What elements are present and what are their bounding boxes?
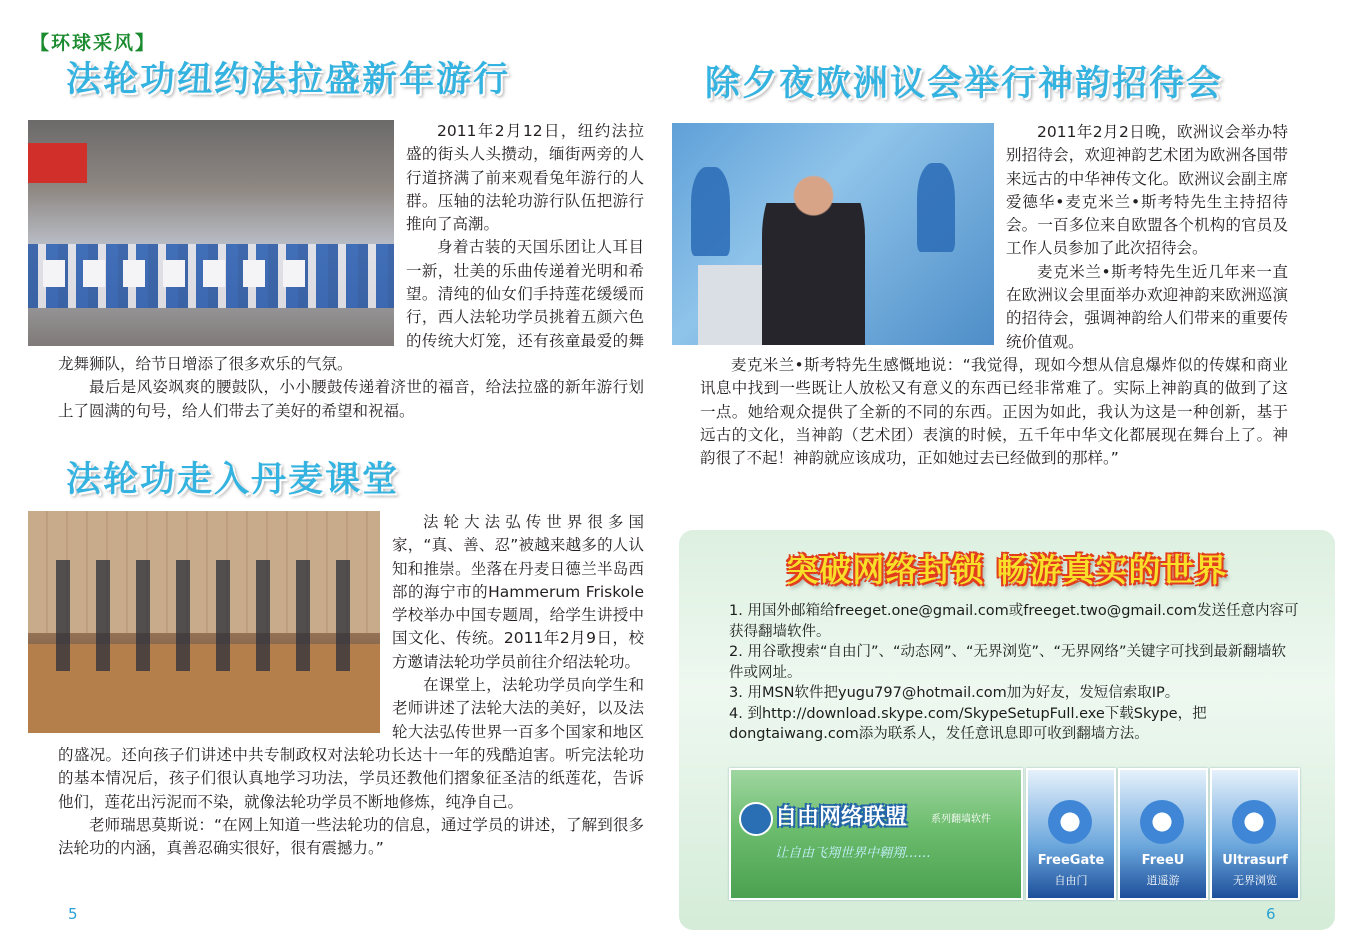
article3-paragraph-2: 麦克米兰•斯考特先生近几年来一直在欧洲议会里面举办欢迎神韵来欧洲巡演的招待会，强调神韵给人们带来的重要传统价值观。 xyxy=(1006,262,1288,351)
parade-sign xyxy=(28,143,87,184)
freegate-brand: FreeGate xyxy=(1037,853,1105,868)
freegate-box xyxy=(1026,768,1116,900)
ultrasurf-brand: Ultrasurf xyxy=(1222,853,1288,868)
promo-title: 突破网络封锁 畅游真实的世界 xyxy=(786,551,1228,589)
alliance-logo-icon xyxy=(739,802,773,836)
article2-paragraph-2: 在课堂上，法轮功学员向学生和老师讲述了法轮大法的美好，以及法轮大法弘传世界一百多个国家和地区的盛况。还向孩子们讲述中共专制政权对法轮功长达十一年的残酷迫害。听完法轮功的基本情况后，孩子们很认真地学习功法，学员还教他们摺象征圣洁的纸莲花，告诉他们，莲花出污泥而不染，就像法轮功学员不断地修炼，纯净自己。 xyxy=(58,676,644,811)
article2-body xyxy=(58,511,644,860)
article3-paragraph-3: 麦克米兰•斯考特先生感慨地说：“我觉得，现如今想从信息爆炸似的传媒和商业讯息中找到一些既让人放松又有意义的东西已经非常难了。实际上神韵真的做到了这一点。她给观众提供了全新的不同的东西。正因为如此，我认为这是一种创新，基于远古的文化，当神韵（艺术团）表演的时候，五千年中华文化都展现在舞台上了。神韵很了不起！神韵就应该成功，正如她过去已经做到的那样。” xyxy=(700,355,1288,468)
speaker-podium xyxy=(698,265,769,345)
page-number-left: 5 xyxy=(68,905,78,923)
article1-paragraph-3: 最后是风姿飒爽的腰鼓队，小小腰鼓传递着济世的福音，给法拉盛的新年游行划上了圆满的句号，给人们带去了美好的希望和祝福。 xyxy=(58,378,644,420)
ultrasurf-sail-icon xyxy=(1232,800,1276,844)
banner-sub: 系列翻墙软件 xyxy=(931,814,991,825)
article2-paragraph-3: 老师瑞思莫斯说：“在网上知道一些法轮功的信息，通过学员的讲述，了解到很多法轮功的内涵，真善忍确实很好，很有震撼力。” xyxy=(58,815,644,858)
article2-paragraph-1: 法轮大法弘传世界很多国家，“真、善、忍”被越来越多的人认知和推崇。坐落在丹麦日德兰半岛西部的海宁市的Hammerum Friskole学校举办中国专题周，给学生讲授中国文化、传统。2011年2月9日，校方邀请法轮功学员前往介绍法轮功。 xyxy=(392,513,644,671)
banner-slogan: 让自由飞翔世界中翱翔…… xyxy=(775,846,932,861)
poster-dancer-right xyxy=(917,163,956,252)
speaker-figure xyxy=(762,163,865,345)
freeu-box xyxy=(1118,768,1208,900)
page-number-right: 6 xyxy=(1266,905,1276,923)
section-tag: 【环球采风】 xyxy=(30,32,157,54)
freegate-bird-icon xyxy=(1048,800,1092,844)
ultrasurf-box xyxy=(1210,768,1300,900)
banner-label: 自由网络联盟 xyxy=(775,805,908,830)
promo-list xyxy=(729,601,1299,745)
classroom-photo xyxy=(28,511,380,733)
poster-dancer-left xyxy=(691,167,730,256)
article2-title: 法轮功走入丹麦课堂 xyxy=(66,460,400,500)
article1-paragraph-2: 身着古装的天国乐团让人耳目一新，壮美的乐曲传递着光明和希望。清纯的仙女们手持莲花缓缓而行，西人法轮功学员挑着五颜六色的传统大灯笼，还有孩童最爱的舞龙舞狮队，给节日增添了很多欢乐的气氛。 xyxy=(58,238,644,373)
promo-item-1: 1. 用国外邮箱给freeget.one@gmail.com或freeget.two@gmail.com发送任意内容可获得翻墙软件。 xyxy=(729,603,1299,640)
freeu-brand: FreeU xyxy=(1141,853,1185,868)
promo-item-4: 4. 到http://download.skype.com/SkypeSetupFull.exe下载Skype，把dongtaiwang.com添为联系人，发任意讯息即可收到翻墙方法。 xyxy=(729,705,1207,742)
freeu-cn: 逍遥游 xyxy=(1146,874,1180,887)
speaker-photo xyxy=(672,123,994,345)
parade-drums xyxy=(43,260,321,287)
ultrasurf-cn: 无界浏览 xyxy=(1233,874,1277,887)
article3-body xyxy=(700,121,1288,470)
article3-title: 除夕夜欧洲议会举行神韵招待会 xyxy=(705,64,1224,104)
classroom-students xyxy=(56,560,352,671)
promo-item-2: 2. 用谷歌搜索“自由门”、“动态网”、“无界浏览”、“无界网络”关键字可找到最新翻墙软件或网址。 xyxy=(729,644,1287,681)
article1-title: 法轮功纽约法拉盛新年游行 xyxy=(66,60,511,100)
freegate-cn: 自由门 xyxy=(1054,874,1088,887)
freedom-alliance-banner xyxy=(729,768,1023,900)
promo-item-3: 3. 用MSN软件把yugu797@hotmail.com加为好友，发短信索取IP。 xyxy=(729,685,1180,701)
freeu-globe-icon xyxy=(1140,800,1184,844)
article1-body xyxy=(58,120,644,423)
parade-photo xyxy=(28,120,394,346)
article3-paragraph-1: 2011年2月2日晚，欧洲议会举办特别招待会，欢迎神韵艺术团为欧洲各国带来远古的中华神传文化。欧洲议会副主席爱德华•麦克米兰•斯考特先生主持招待会。一百多位来自欧盟各个机构的官员及工作人员参加了此次招待会。 xyxy=(1006,123,1288,258)
article1-paragraph-1: 2011年2月12日，纽约法拉盛的街头人头攒动，缅街两旁的人行道挤满了前来观看兔年游行的人群。压轴的法轮功游行队伍把游行推向了高潮。 xyxy=(406,122,644,234)
